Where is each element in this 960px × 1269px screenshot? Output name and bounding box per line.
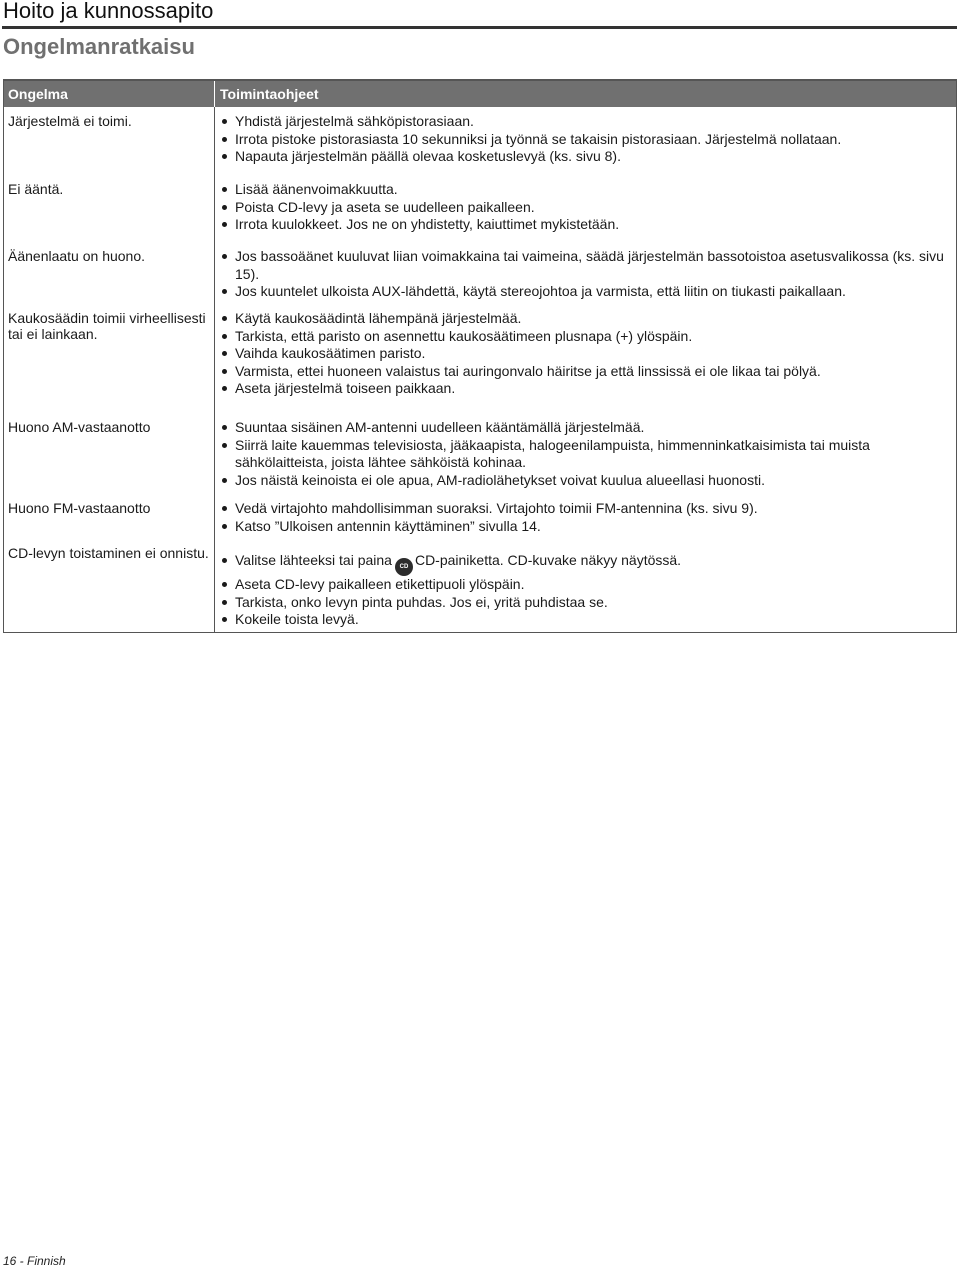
solution-text: Siirrä laite kauemmas televisiosta, jääkaapista, halogeenilampuista, himmenninkatkaisimista tai muista sähkölaitteista, joista lähtee sähköistä kohinaa. (235, 436, 870, 470)
bullet-icon (222, 137, 227, 142)
solution-text: Valitse lähteeksi tai paina (235, 552, 392, 568)
problem-cell (4, 107, 215, 181)
solution-text: Vaihda kaukosäätimen paristo. (235, 345, 426, 361)
problem-cell (4, 310, 215, 419)
table-header-row (4, 80, 957, 107)
solution-item (220, 419, 952, 437)
bullet-icon (222, 443, 227, 448)
title-rule (2, 26, 957, 29)
solution-text: Poista CD-levy ja aseta se uudelleen paikalleen. (235, 198, 535, 215)
solution-text: Lisää äänenvoimakkuutta. (235, 181, 398, 197)
solution-text: Irrota kuulokkeet. Jos ne on yhdistetty, kaiuttimet mykistetään. (235, 216, 620, 232)
solution-text: Yhdistä järjestelmä sähköpistorasiaan. (235, 113, 474, 129)
problem-text: Äänenlaatu on huono. (8, 248, 146, 264)
bullet-icon (222, 154, 227, 159)
solution-item (220, 518, 952, 536)
solution-list (220, 248, 952, 301)
solution-text: Käytä kaukosäädintä lähempänä järjestelmää. (235, 310, 522, 326)
cd-button-icon: CD (395, 558, 413, 576)
solution-item (220, 576, 952, 594)
solution-item (220, 363, 952, 381)
solution-cell (215, 310, 957, 419)
problem-cell (4, 181, 215, 248)
solution-item (220, 113, 952, 131)
solution-text: Irrota pistoke pistorasiasta 10 sekunniksi ja työnnä se takaisin pistorasiaan. Järjestelmä nollataan. (235, 130, 842, 147)
table-row (4, 107, 957, 181)
solution-text: Vedä virtajohto mahdollisimman suoraksi. Virtajohto toimii FM-antennina (ks. sivu 9). (235, 500, 758, 516)
solution-item (220, 283, 952, 301)
solution-cell (215, 107, 957, 181)
bullet-icon (222, 386, 227, 391)
solution-item (220, 199, 952, 217)
solution-text: Aseta järjestelmä toiseen paikkaan. (235, 380, 456, 396)
bullet-icon (222, 205, 227, 210)
table-row (4, 181, 957, 248)
table-row (4, 500, 957, 545)
solution-cell (215, 545, 957, 633)
table-row (4, 310, 957, 419)
solution-text: Tarkista, että paristo on asennettu kaukosäätimeen plusnapa (+) ylöspäin. (235, 327, 693, 344)
bullet-icon (222, 524, 227, 529)
solution-item (220, 310, 952, 328)
solution-cell (215, 419, 957, 500)
problem-text: Huono FM-vastaanotto (8, 500, 151, 516)
solution-item (220, 248, 952, 283)
bullet-icon (222, 478, 227, 483)
bullet-icon (222, 600, 227, 605)
section-title: Hoito ja kunnossapito (3, 0, 214, 23)
solution-item (220, 328, 952, 346)
solution-cell (215, 500, 957, 545)
problem-cell (4, 248, 215, 310)
troubleshooting-table (3, 79, 957, 633)
solution-text: Jos kuuntelet ulkoista AUX-lähdettä, käytä stereojohtoa ja varmista, että liitin on tiukasti paikallaan. (235, 283, 846, 299)
solution-item (220, 472, 952, 490)
solution-text: Suuntaa sisäinen AM-antenni uudelleen kääntämällä järjestelmää. (235, 419, 645, 435)
solution-list (220, 551, 952, 629)
bullet-icon (222, 369, 227, 374)
problem-text: CD-levyn toistaminen ei onnistu. (8, 545, 209, 561)
solution-text: Tarkista, onko levyn pinta puhdas. Jos ei, yritä puhdistaa se. (235, 593, 608, 610)
solution-cell (215, 181, 957, 248)
solution-list (220, 113, 952, 166)
bullet-icon (222, 334, 227, 339)
solution-text: Varmista, ettei huoneen valaistus tai auringonvalo häiritse ja että linssissä ei ole likaa tai pölyä. (235, 362, 821, 379)
header-solution: Toimintaohjeet (215, 80, 957, 107)
solution-item (220, 345, 952, 363)
solution-item (220, 611, 952, 629)
solution-text: Kokeile toista levyä. (235, 611, 359, 627)
problem-cell (4, 500, 215, 545)
solution-item (220, 437, 952, 472)
solution-item (220, 551, 952, 576)
page-title: Ongelmanratkaisu (3, 34, 195, 59)
solution-item (220, 131, 952, 149)
solution-text: Napauta järjestelmän päällä olevaa kosketuslevyä (ks. sivu 8). (235, 148, 621, 164)
solution-text: CD-painiketta. CD-kuvake näkyy näytössä. (414, 552, 682, 568)
bullet-icon (222, 119, 227, 124)
bullet-icon (222, 558, 227, 563)
problem-cell (4, 419, 215, 500)
bullet-icon (222, 187, 227, 192)
solution-item (220, 380, 952, 398)
bullet-icon (222, 351, 227, 356)
solution-list (220, 419, 952, 489)
solution-list (220, 310, 952, 398)
table-row (4, 248, 957, 310)
problem-text: Ei ääntä. (8, 181, 64, 197)
solution-text: Katso ”Ulkoisen antennin käyttäminen” sivulla 14. (235, 517, 541, 534)
bullet-icon (222, 316, 227, 321)
solution-item (220, 181, 952, 199)
bullet-icon (222, 425, 227, 430)
solution-list (220, 500, 952, 535)
bullet-icon (222, 617, 227, 622)
page-footer: 16 - Finnish (3, 1254, 66, 1268)
table-row (4, 419, 957, 500)
solution-list (220, 181, 952, 234)
solution-cell (215, 248, 957, 310)
solution-item (220, 594, 952, 612)
bullet-icon (222, 506, 227, 511)
problem-text: Järjestelmä ei toimi. (8, 113, 132, 129)
solution-text: Jos bassoäänet kuuluvat liian voimakkaina tai vaimeina, säädä järjestelmän bassotoistoa asetusvalikossa (ks. sivu 15). (235, 248, 944, 282)
problem-text: Kaukosäädin toimii virheellisesti tai ei lainkaan. (8, 310, 206, 342)
bullet-icon (222, 254, 227, 259)
solution-text: Aseta CD-levy paikalleen etikettipuoli ylöspäin. (235, 576, 525, 592)
solution-item (220, 500, 952, 518)
problem-text: Huono AM-vastaanotto (8, 419, 151, 435)
problem-cell (4, 545, 215, 633)
solution-text: Jos näistä keinoista ei ole apua, AM-radiolähetykset voivat kuulua alueellasi huonosti. (235, 471, 765, 488)
bullet-icon (222, 582, 227, 587)
bullet-icon (222, 289, 227, 294)
table-row (4, 545, 957, 633)
bullet-icon (222, 222, 227, 227)
solution-item (220, 216, 952, 234)
header-problem: Ongelma (4, 80, 215, 107)
solution-item (220, 148, 952, 166)
